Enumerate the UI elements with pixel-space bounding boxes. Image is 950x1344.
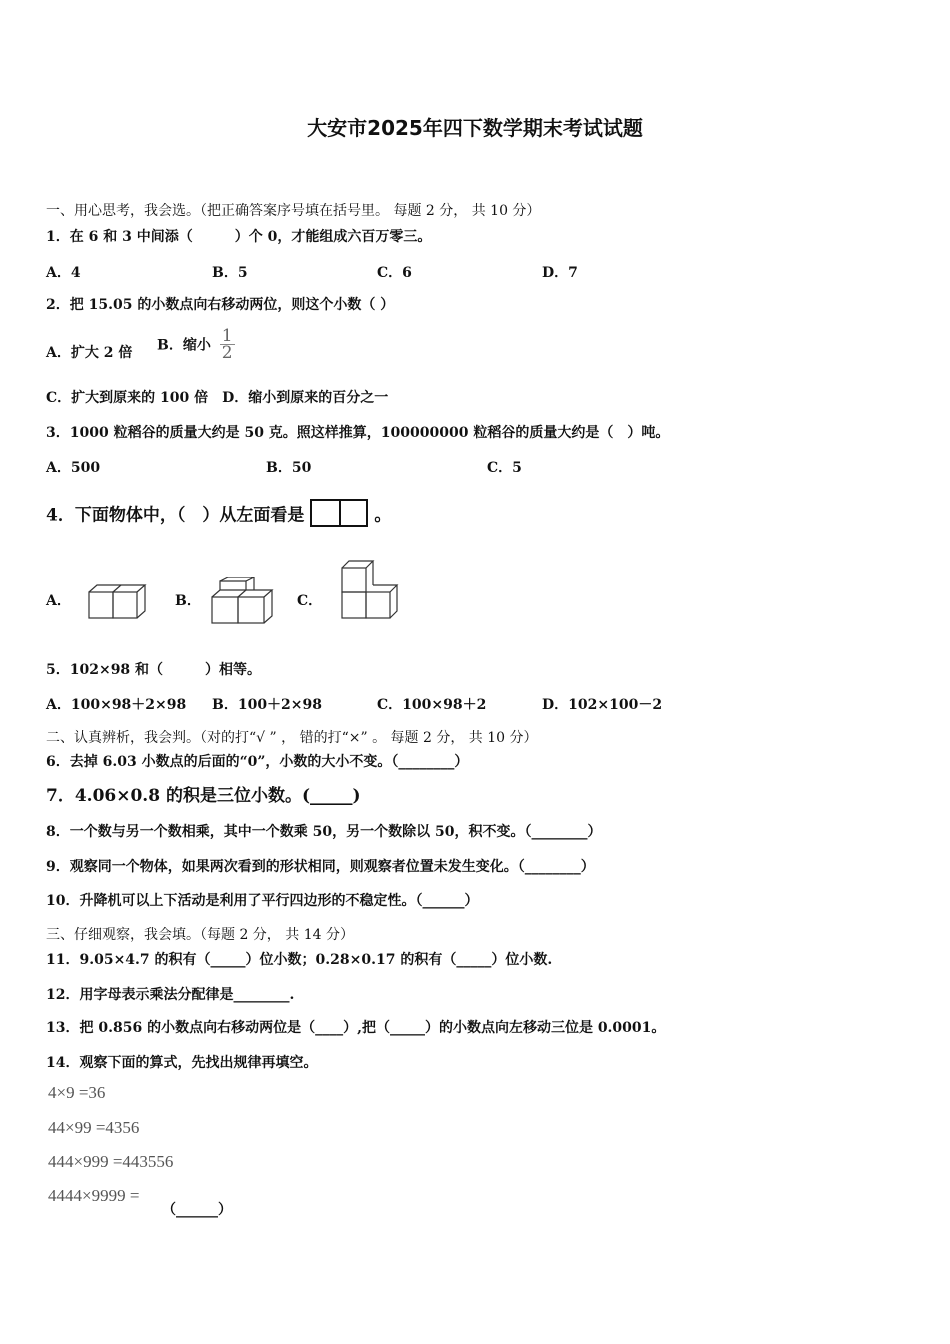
q2-option-b [157,328,235,361]
q5-option-a: A．100×98＋2×98 [46,697,187,713]
section-3-heading: 三、仔细观察，我会填。（每题 2 分， 共 14 分） [46,927,354,943]
question-8: 8．一个数与另一个数相乘，其中一个数乘 50，另一个数除以 50，积不变。（________） [46,824,602,840]
question-2: 2．把 15.05 的小数点向右移动两位，则这个小数（ ） [46,297,395,313]
question-6: 6．去掉 6.03 小数点的后面的“0”，小数的大小不变。（________） [46,754,469,770]
fraction-denominator: 2 [221,343,233,363]
q14-equation-1: 4×9 =36 [48,1083,106,1102]
q3-option-b: B．50 [266,460,312,476]
q4-option-c: C． [297,593,323,609]
three-cubes-figure [208,577,274,627]
q14-equation-4: 4444×9999 = [48,1186,140,1205]
l-shaped-cubes-figure [338,558,402,622]
q1-option-b: B．5 [212,265,248,281]
fraction-numerator: 1 [221,326,233,346]
question-4-stem-end: 。 [374,505,392,526]
question-12: 12．用字母表示乘法分配律是________. [46,987,295,1003]
question-3: 3．1000 粒稻谷的质量大约是 50 克。照这样推算，100000000 粒稻谷的质量大约是（ ）吨。 [46,425,670,441]
q1-option-d: D．7 [542,265,578,281]
q5-option-c: C．100×98＋2 [377,697,487,713]
page-title: 大安市2025年四下数学期末考试试题 [307,116,643,140]
question-1: 1．在 6 和 3 中间添（ ）个 0，才能组成六百万零三。 [46,229,432,245]
q3-option-a: A．500 [46,460,101,476]
q2-options-c-d: C．扩大到原来的 100 倍 D．缩小到原来的百分之一 [46,390,389,406]
q2-option-b-label: B．缩小 [157,337,211,354]
question-9: 9．观察同一个物体，如果两次看到的形状相同，则观察者位置未发生变化。（________） [46,859,595,875]
question-11: 11．9.05×4.7 的积有（_____）位小数；0.28×0.17 的积有（_____）位小数. [46,952,553,968]
q4-option-b: B． [175,593,201,609]
question-4 [46,499,391,527]
q4-option-a: A． [46,593,71,609]
question-4-stem: 4．下面物体中，（ ）从左面看是 [46,505,305,526]
question-7: 7．4.06×0.8 的积是三位小数。(_____) [46,786,361,806]
q14-equation-2: 44×99 =4356 [48,1118,140,1137]
two-square-view-icon [310,499,368,527]
q1-option-c: C．6 [377,265,412,281]
q2-option-a: A．扩大 2 倍 [46,345,133,361]
q14-answer-blank: （______） [162,1202,232,1218]
q5-option-d: D．102×100－2 [542,697,663,713]
question-14: 14．观察下面的算式，先找出规律再填空。 [46,1055,318,1071]
question-13: 13．把 0.856 的小数点向右移动两位是（____）,把（_____）的小数点向左移动三位是 0.0001。 [46,1020,666,1036]
question-10: 10．升降机可以上下活动是利用了平行四边形的不稳定性。（______） [46,893,479,909]
q1-option-a: A．4 [46,265,81,281]
q3-option-c: C．5 [487,460,522,476]
question-5: 5．102×98 和（ ）相等。 [46,662,262,678]
section-1-heading: 一、用心思考，我会选。（把正确答案序号填在括号里。 每题 2 分， 共 10 分） [46,203,541,219]
q5-option-b: B．100＋2×98 [212,697,323,713]
two-cubes-figure [86,582,148,622]
section-2-heading: 二、认真辨析，我会判。（对的打“√ ” ， 错的打“×” 。 每题 2 分， 共 10 分） [46,730,538,746]
q14-equation-3: 444×999 =443556 [48,1152,174,1171]
one-half-fraction [220,328,235,361]
